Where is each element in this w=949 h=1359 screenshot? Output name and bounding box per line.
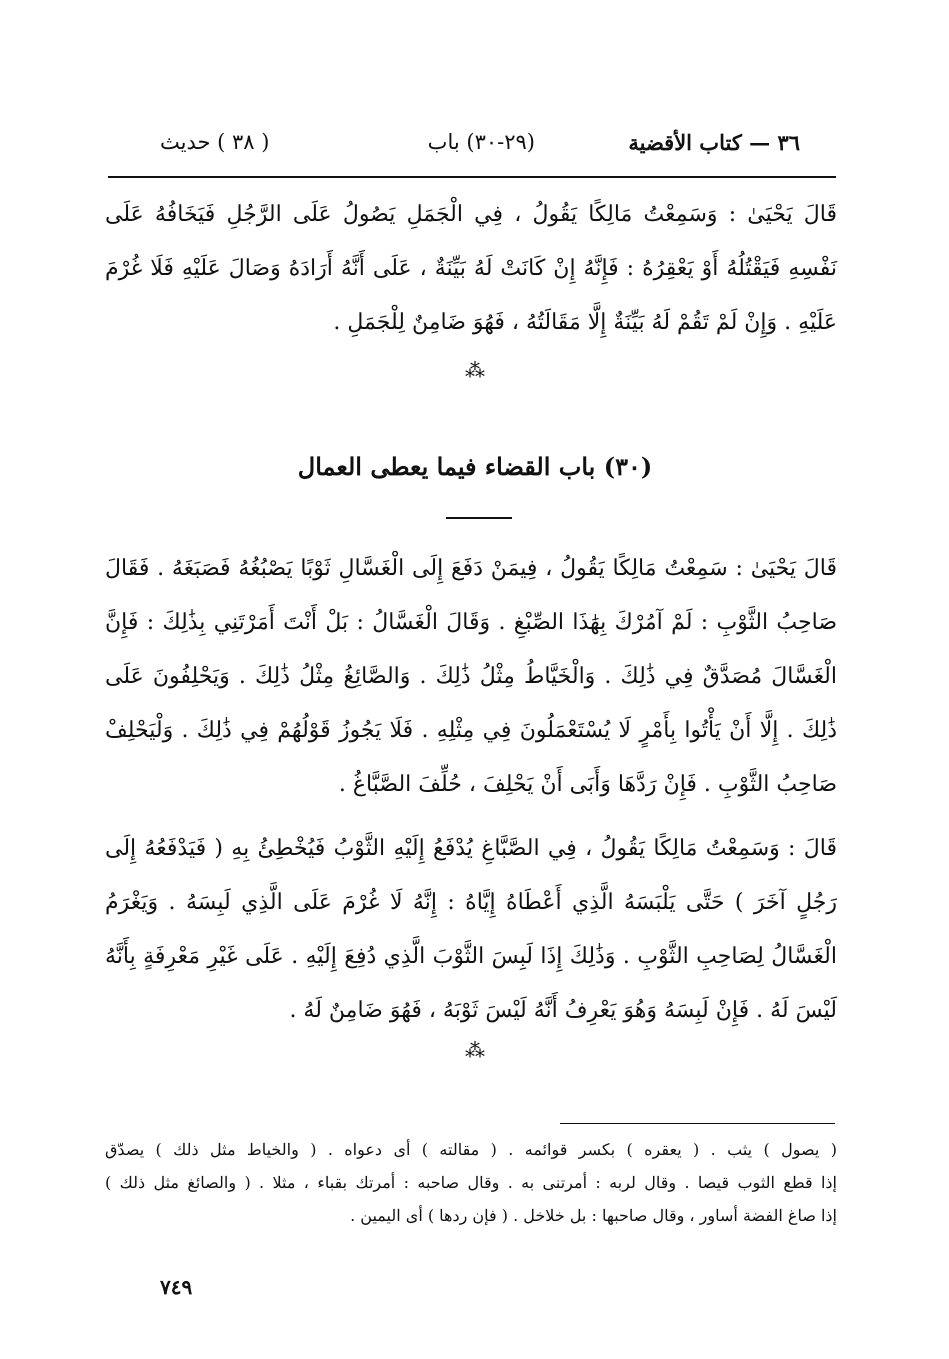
page-number: ٧٤٩ <box>160 1275 193 1299</box>
header-rule <box>108 176 836 178</box>
paragraph-camel: قَالَ يَحْيَىٰ : وَسَمِعْتُ مَالِكًا يَقُولُ ، فِي الْجَمَلِ يَصُولُ عَلَى الرَّجُلِ فَيَخَافُهُ عَلَى نَفْسِهِ فَيَقْتُلُهُ أَوْ يَعْقِرُهُ : فَإِنَّهُ إِنْ كَانَتْ لَهُ بَيِّنَةٌ ، عَلَى أَنَّهُ أَرَادَهُ وَصَالَ عَلَيْهِ فَلَا غُرْمَ عَلَيْهِ . وَإِنْ لَمْ تَقُمْ لَهُ بَيِّنَةٌ إِلَّا مَقَالَتُهُ ، فَهُوَ ضَامِنٌ لِلْجَمَلِ . <box>105 202 837 335</box>
chapter-reference: (٢٩-٣٠) باب <box>427 130 535 154</box>
book-title: ٣٦ — كتاب الأقضية <box>628 130 800 155</box>
section-separator: ⁂ <box>465 358 485 382</box>
section-separator: ⁂ <box>465 1038 485 1062</box>
hadith-number: ( ٣٨ ) حديث <box>160 130 270 154</box>
title-rule <box>446 517 512 519</box>
footnote-line: إذا قطع الثوب قيصا . وقال لربه : أمرتنى به . وقال صاحبه : أمرتك بقباء ، مثلا . ( والصائغ مثل ذلك ) <box>105 1173 838 1192</box>
chapter-title: (٣٠) باب القضاء فيما يعطى العمال <box>297 452 653 481</box>
footnote-line: إذا صاغ الفضة أساور ، وقال صاحبها : بل خلاخل . ( فإن ردها ) أى اليمين . <box>350 1206 837 1225</box>
footnotes <box>105 1133 837 1232</box>
footnote-line: ( يصول ) يثب . ( يعقره ) بكسر قوائمه . ( مقالته ) أى دعواه . ( والخياط مثل ذلك ) يصدّق <box>105 1140 837 1159</box>
paragraph-dyer: قَالَ : وَسَمِعْتُ مَالِكًا يَقُولُ ، فِي الصَّبَّاغِ يُدْفَعُ إِلَيْهِ الثَّوْبُ فَيُخْطِئُ بِهِ ( فَيَدْفَعُهُ إِلَى رَجُلٍ آخَرَ ) حَتَّى يَلْبَسَهُ الَّذِي أَعْطَاهُ إِيَّاهُ : إِنَّهُ لَا غُرْمَ عَلَى الَّذِي لَبِسَهُ . وَيَغْرَمُ الْغَسَّالُ لِصَاحِبِ الثَّوْبِ . وَذَٰلِكَ إِذَا لَبِسَ الثَّوْبَ الَّذِي دُفِعَ إِلَيْهِ . عَلَى غَيْرِ مَعْرِفَةٍ بِأَنَّهُ لَيْسَ لَهُ . فَإِنْ لَبِسَهُ وَهُوَ يَعْرِفُ أَنَّهُ لَيْسَ ثَوْبَهُ ، فَهُوَ ضَامِنٌ لَهُ . <box>105 836 837 1023</box>
paragraph-launderer: قَالَ يَحْيَىٰ : سَمِعْتُ مَالِكًا يَقُولُ ، فِيمَنْ دَفَعَ إِلَى الْغَسَّالِ ثَوْبًا يَصْبُغُهُ فَصَبَغَهُ . فَقَالَ صَاحِبُ الثَّوْبِ : لَمْ آمُرْكَ بِهَٰذَا الصِّبْغِ . وَقَالَ الْغَسَّالُ : بَلْ أَنْتَ أَمَرْتَنِي بِذَٰلِكَ : فَإِنَّ الْغَسَّالَ مُصَدَّقٌ فِي ذَٰلِكَ . وَالْخَيَّاطُ مِثْلُ ذَٰلِكَ . وَالصَّائِغُ مِثْلُ ذَٰلِكَ . وَيَحْلِفُونَ عَلَى ذَٰلِكَ . إِلَّا أَنْ يَأْتُوا بِأَمْرٍ لَا يُسْتَعْمَلُونَ فِي مِثْلِهِ . فَلَا يَجُوزُ قَوْلُهُمْ فِي ذَٰلِكَ . وَلْيَحْلِفْ صَاحِبُ الثَّوْبِ . فَإِنْ رَدَّهَا وَأَبَى أَنْ يَحْلِفَ ، حُلِّفَ الصَّبَّاغُ . <box>105 556 837 797</box>
footnote-rule <box>560 1123 835 1124</box>
running-header <box>150 130 800 170</box>
